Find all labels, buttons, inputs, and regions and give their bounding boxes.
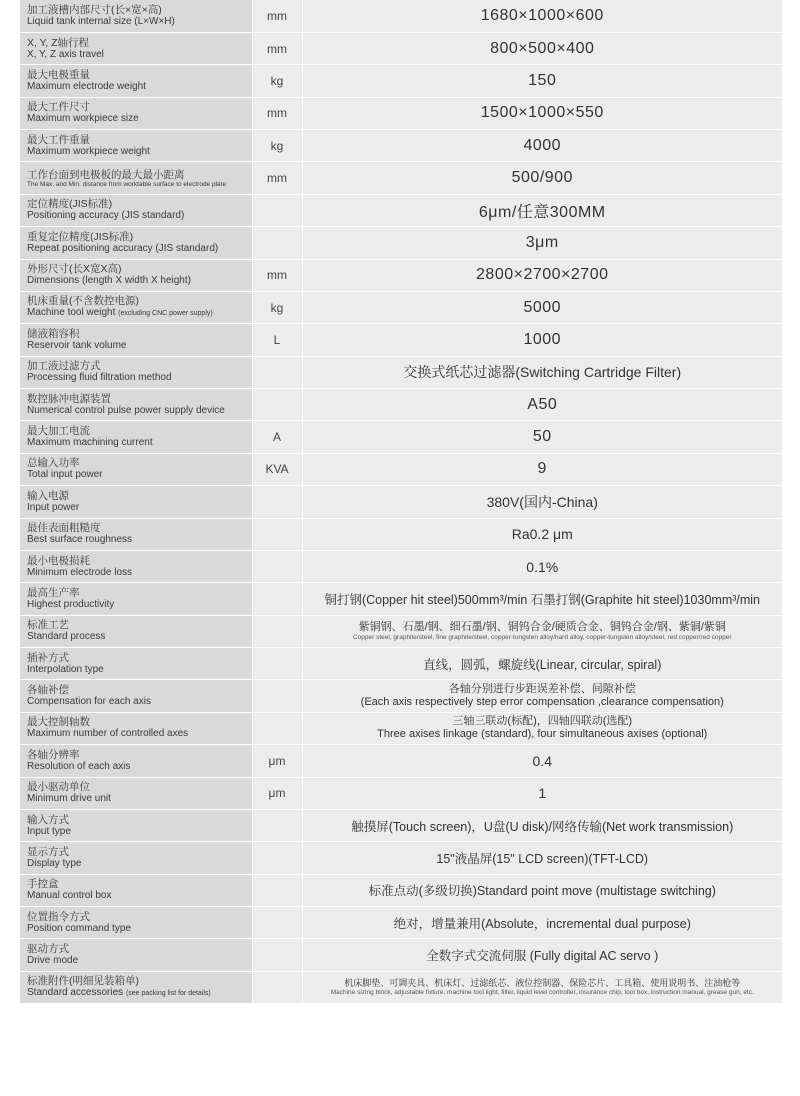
spec-label-en: X, Y, Z axis travel xyxy=(27,48,104,60)
spec-label-en: Machine tool weight (excluding CNC power supply) xyxy=(27,307,213,319)
spec-row xyxy=(20,939,782,971)
spec-table xyxy=(20,0,782,1004)
spec-label-cn: 输入方式 xyxy=(27,813,69,826)
spec-value-cell xyxy=(302,194,782,226)
spec-label-cell xyxy=(20,453,252,485)
spec-unit-cell xyxy=(252,615,302,647)
spec-label-cn: 储液箱容积 xyxy=(27,327,80,340)
spec-label-cell xyxy=(20,227,252,259)
spec-value: 2800×2700×2700 xyxy=(476,266,609,284)
spec-unit-cell: μm xyxy=(252,777,302,809)
spec-label-en: Repeat positioning accuracy (JIS standard) xyxy=(27,242,219,254)
spec-label-cn: 标准附件(明细见装箱单) xyxy=(27,974,139,987)
spec-label-cell xyxy=(20,745,252,777)
spec-value-sub: Copper steel, graphite/steel, fine graphite/steel, copper-tungsten alloy/hard alloy, copper-tungsten alloy/steel, red copper/red copper xyxy=(352,633,732,641)
spec-value-cell xyxy=(302,291,782,323)
spec-value-cell xyxy=(302,583,782,615)
spec-value: 0.1% xyxy=(526,558,559,575)
spec-label-cn: 各轴补偿 xyxy=(27,684,69,697)
spec-value: 紫铜钢、石墨/钢、细石墨/钢、铜钨合金/硬质合金、铜钨合金/钢、紫铜/紫铜 xyxy=(358,620,726,633)
spec-label-cn: 驱动方式 xyxy=(27,943,69,956)
spec-value: 9 xyxy=(537,460,547,478)
spec-value-cell xyxy=(302,65,782,97)
spec-label-cell xyxy=(20,842,252,874)
spec-value: 50 xyxy=(532,428,552,446)
spec-unit-cell xyxy=(252,194,302,226)
spec-value: 15"液晶屏(15" LCD screen)(TFT-LCD) xyxy=(436,851,649,866)
spec-value-cell xyxy=(302,712,782,744)
spec-label-en-note: (see packing list for details) xyxy=(125,989,211,997)
spec-row xyxy=(20,648,782,680)
spec-value-cell xyxy=(302,809,782,841)
spec-row xyxy=(20,907,782,939)
spec-unit-cell xyxy=(252,907,302,939)
spec-row xyxy=(20,194,782,226)
spec-label-cn: 最大电极重量 xyxy=(27,68,90,81)
spec-value-cell xyxy=(302,648,782,680)
spec-label-cn: 最小电极损耗 xyxy=(27,554,90,567)
spec-label-en: Drive mode xyxy=(27,955,79,967)
spec-value: 绝对，增量兼用(Absolute，incremental dual purpose) xyxy=(393,916,691,931)
spec-label-cell xyxy=(20,130,252,162)
spec-label-cn: 最大工件尺寸 xyxy=(27,101,90,114)
spec-label-en: Compensation for each axis xyxy=(27,696,151,708)
spec-value: 1000 xyxy=(523,330,562,348)
spec-label-cn: 最大加工电流 xyxy=(27,425,90,438)
spec-value-cell xyxy=(302,356,782,388)
spec-unit-cell: kg xyxy=(252,130,302,162)
spec-row xyxy=(20,971,782,1003)
spec-label-en: Maximum workpiece weight xyxy=(27,145,150,157)
spec-row xyxy=(20,712,782,744)
spec-unit-cell: mm xyxy=(252,162,302,194)
spec-unit-cell: mm xyxy=(252,0,302,32)
spec-row xyxy=(20,874,782,906)
spec-row xyxy=(20,97,782,129)
spec-unit-cell xyxy=(252,648,302,680)
spec-unit-cell xyxy=(252,518,302,550)
spec-label-cell xyxy=(20,550,252,582)
spec-label-cell xyxy=(20,65,252,97)
spec-unit-cell xyxy=(252,712,302,744)
spec-label-cn: 各轴分辨率 xyxy=(27,748,80,761)
spec-label-cell xyxy=(20,712,252,744)
spec-value: 机床脚垫、可调夹具、机床灯、过滤纸芯、液位控制器、保险芯片、工具箱、使用说明书、注油枪等 xyxy=(344,977,741,988)
spec-label-cell xyxy=(20,777,252,809)
spec-unit-cell: L xyxy=(252,324,302,356)
spec-value-cell xyxy=(302,324,782,356)
spec-label-en: Maximum machining current xyxy=(27,437,153,449)
spec-label-en: The Max. and Min. distance from worktable surface to electrode plate xyxy=(27,180,227,188)
spec-label-cn: 外形尺寸(长X宽X高) xyxy=(27,263,122,276)
spec-unit-cell: mm xyxy=(252,97,302,129)
spec-row xyxy=(20,809,782,841)
spec-label-cn: 定位精度(JIS标准) xyxy=(27,198,113,211)
spec-label-cell xyxy=(20,648,252,680)
spec-value: 500/900 xyxy=(511,169,573,187)
spec-value-cell xyxy=(302,518,782,550)
spec-row xyxy=(20,324,782,356)
spec-label-en: Maximum electrode weight xyxy=(27,80,146,92)
spec-value: 标准点动(多级切换)Standard point move (multistage switching) xyxy=(368,884,716,899)
spec-label-cell xyxy=(20,291,252,323)
spec-value: 三轴三联动(标配)，四轴四联动(选配) xyxy=(452,715,633,728)
spec-row xyxy=(20,680,782,712)
spec-label-en-note: (excluding CNC power supply) xyxy=(118,310,213,318)
spec-label-en: Processing fluid filtration method xyxy=(27,372,172,384)
spec-unit-cell: mm xyxy=(252,32,302,64)
spec-value-cell xyxy=(302,777,782,809)
spec-label-cell xyxy=(20,518,252,550)
spec-label-cn: 最大工件重量 xyxy=(27,133,90,146)
spec-value: 380V(国内-China) xyxy=(486,493,598,510)
spec-label-cn: 显示方式 xyxy=(27,845,69,858)
spec-unit-cell: KVA xyxy=(252,453,302,485)
spec-label-en: Position command type xyxy=(27,922,131,934)
spec-value: A50 xyxy=(527,395,558,413)
spec-value: 0.4 xyxy=(532,752,552,769)
spec-label-cn: 总输入功率 xyxy=(27,457,80,470)
spec-value: 触摸屏(Touch screen)，U盘(U disk)/网络传输(Net work transmission) xyxy=(351,819,734,834)
spec-label-cell xyxy=(20,0,252,32)
spec-unit-cell: kg xyxy=(252,65,302,97)
spec-label-en: Input type xyxy=(27,825,71,837)
spec-value-cell xyxy=(302,971,782,1003)
spec-value: 直线，圆弧，螺旋线(Linear, circular, spiral) xyxy=(423,657,662,672)
spec-unit-cell xyxy=(252,583,302,615)
spec-label-cn: 输入电源 xyxy=(27,489,69,502)
spec-value: 各轴分别进行步距误差补偿、间隙补偿 xyxy=(448,683,636,696)
spec-unit-cell xyxy=(252,227,302,259)
spec-value: 全数字式交流伺服 (Fully digital AC servo ) xyxy=(426,949,659,964)
spec-label-cn: 加工液过滤方式 xyxy=(27,360,101,373)
spec-label-cn: 加工液槽内部尺寸(长×宽×高) xyxy=(27,3,162,16)
spec-value-cell xyxy=(302,615,782,647)
spec-label-en: Minimum drive unit xyxy=(27,793,111,805)
spec-value-cell xyxy=(302,421,782,453)
spec-value: 1 xyxy=(538,785,547,802)
spec-value-cell xyxy=(302,550,782,582)
spec-label-cell xyxy=(20,194,252,226)
spec-row xyxy=(20,421,782,453)
spec-value: 交换式纸芯过滤器(Switching Cartridge Filter) xyxy=(403,364,682,381)
spec-row xyxy=(20,389,782,421)
spec-value-cell xyxy=(302,162,782,194)
spec-label-en: Resolution of each axis xyxy=(27,760,131,772)
spec-label-en: Reservoir tank volume xyxy=(27,339,127,351)
spec-row xyxy=(20,615,782,647)
spec-value: 1500×1000×550 xyxy=(480,104,604,122)
spec-label-en: Dimensions (length X width X height) xyxy=(27,275,191,287)
spec-label-cell xyxy=(20,356,252,388)
spec-value: 6μm/任意300MM xyxy=(478,203,606,221)
spec-label-en: Maximum number of controlled axes xyxy=(27,728,189,740)
spec-label-cn: 工作台面到电极板的最大最小距离 xyxy=(27,168,185,181)
spec-unit-cell xyxy=(252,356,302,388)
spec-label-cell xyxy=(20,324,252,356)
spec-label-cn: 最大控制轴数 xyxy=(27,716,90,729)
spec-row xyxy=(20,130,782,162)
spec-label-en: Highest productivity xyxy=(27,598,115,610)
spec-value-cell xyxy=(302,874,782,906)
spec-label-cell xyxy=(20,162,252,194)
spec-value-cell xyxy=(302,907,782,939)
spec-row xyxy=(20,291,782,323)
spec-label-cn: 最佳表面粗糙度 xyxy=(27,522,101,535)
spec-value-cell xyxy=(302,389,782,421)
spec-label-cell xyxy=(20,486,252,518)
spec-value: 铜打钢(Copper hit steel)500mm³/min 石墨打钢(Graphite hit steel)1030mm³/min xyxy=(324,592,761,607)
spec-row xyxy=(20,486,782,518)
spec-label-en: Display type xyxy=(27,857,82,869)
spec-label-cell xyxy=(20,874,252,906)
spec-row xyxy=(20,259,782,291)
spec-value-cell xyxy=(302,745,782,777)
spec-label-cell xyxy=(20,809,252,841)
spec-value: 5000 xyxy=(523,298,562,316)
spec-value-cell xyxy=(302,842,782,874)
spec-unit-cell xyxy=(252,550,302,582)
spec-label-cn: 重复定位精度(JIS标准) xyxy=(27,230,134,243)
spec-unit-cell xyxy=(252,680,302,712)
spec-label-cell xyxy=(20,615,252,647)
spec-row xyxy=(20,745,782,777)
spec-label-cn: 数控脉冲电源装置 xyxy=(27,392,111,405)
spec-label-cn: 手控盒 xyxy=(27,878,59,891)
spec-label-en: Maximum workpiece size xyxy=(27,113,139,125)
spec-label-en: Total input power xyxy=(27,469,103,481)
spec-row xyxy=(20,583,782,615)
spec-label-cell xyxy=(20,421,252,453)
spec-label-en: Standard accessories (see packing list for details) xyxy=(27,986,211,998)
spec-unit-cell xyxy=(252,971,302,1003)
spec-value-sub: Machine sizing block, adjustable fixture, machine tool light, filter, liquid level controller, insurance chip, tool box, instruction manual, grease gun, etc. xyxy=(330,988,754,996)
spec-row xyxy=(20,550,782,582)
spec-value-cell xyxy=(302,0,782,32)
spec-row xyxy=(20,518,782,550)
spec-value-cell xyxy=(302,680,782,712)
spec-unit-cell: A xyxy=(252,421,302,453)
spec-value-cell xyxy=(302,227,782,259)
spec-row xyxy=(20,65,782,97)
spec-label-cell xyxy=(20,971,252,1003)
spec-label-cell xyxy=(20,259,252,291)
spec-unit-cell xyxy=(252,486,302,518)
spec-label-cn: 机床重量(不含数控电源) xyxy=(27,295,139,308)
spec-label-cn: X, Y, Z轴行程 xyxy=(27,36,90,49)
spec-unit-cell: mm xyxy=(252,259,302,291)
spec-label-en: Liquid tank internal size (L×W×H) xyxy=(27,15,175,27)
spec-value: 800×500×400 xyxy=(490,39,595,57)
spec-label-cn: 最小驱动单位 xyxy=(27,781,90,794)
spec-label-cell xyxy=(20,389,252,421)
spec-label-cell xyxy=(20,97,252,129)
spec-value-cell xyxy=(302,453,782,485)
spec-unit-cell: μm xyxy=(252,745,302,777)
spec-label-en: Input power xyxy=(27,501,80,513)
spec-value: 150 xyxy=(528,71,557,89)
spec-label-cn: 插补方式 xyxy=(27,651,69,664)
spec-value-cell xyxy=(302,486,782,518)
spec-unit-cell xyxy=(252,809,302,841)
spec-value: 3μm xyxy=(525,233,559,251)
spec-label-en: Best surface roughness xyxy=(27,534,133,546)
spec-unit-cell xyxy=(252,389,302,421)
spec-value: 4000 xyxy=(523,136,562,154)
spec-row xyxy=(20,32,782,64)
spec-label-en: Minimum electrode loss xyxy=(27,566,133,578)
spec-value-cell xyxy=(302,939,782,971)
spec-row xyxy=(20,227,782,259)
spec-value-cell xyxy=(302,130,782,162)
spec-row xyxy=(20,162,782,194)
spec-label-en: Interpolation type xyxy=(27,663,104,675)
spec-row xyxy=(20,0,782,32)
spec-label-en: Standard process xyxy=(27,631,106,643)
spec-label-cell xyxy=(20,583,252,615)
spec-unit-cell xyxy=(252,874,302,906)
spec-label-cn: 最高生产率 xyxy=(27,586,80,599)
spec-label-cell xyxy=(20,907,252,939)
spec-row xyxy=(20,842,782,874)
spec-value-cell xyxy=(302,259,782,291)
spec-unit-cell xyxy=(252,939,302,971)
spec-value-line2: (Each axis respectively step error compensation ,clearance compensation) xyxy=(360,696,724,709)
spec-label-en: Numerical control pulse power supply device xyxy=(27,404,225,416)
spec-label-cell xyxy=(20,680,252,712)
spec-row xyxy=(20,356,782,388)
spec-row xyxy=(20,453,782,485)
spec-value: Ra0.2 μm xyxy=(511,526,573,543)
spec-label-cell xyxy=(20,32,252,64)
spec-value-line2: Three axises linkage (standard), four simultaneous axises (optional) xyxy=(377,728,708,741)
spec-value-cell xyxy=(302,32,782,64)
spec-label-cell xyxy=(20,939,252,971)
spec-label-en: Manual control box xyxy=(27,890,112,902)
spec-unit-cell xyxy=(252,842,302,874)
spec-label-cn: 标准工艺 xyxy=(27,619,69,632)
spec-row xyxy=(20,777,782,809)
spec-value-cell xyxy=(302,97,782,129)
spec-table-body xyxy=(20,0,782,1004)
spec-unit-cell: kg xyxy=(252,291,302,323)
spec-value: 1680×1000×600 xyxy=(480,6,604,24)
spec-label-en: Positioning accuracy (JIS standard) xyxy=(27,210,185,222)
spec-label-cn: 位置指令方式 xyxy=(27,910,90,923)
